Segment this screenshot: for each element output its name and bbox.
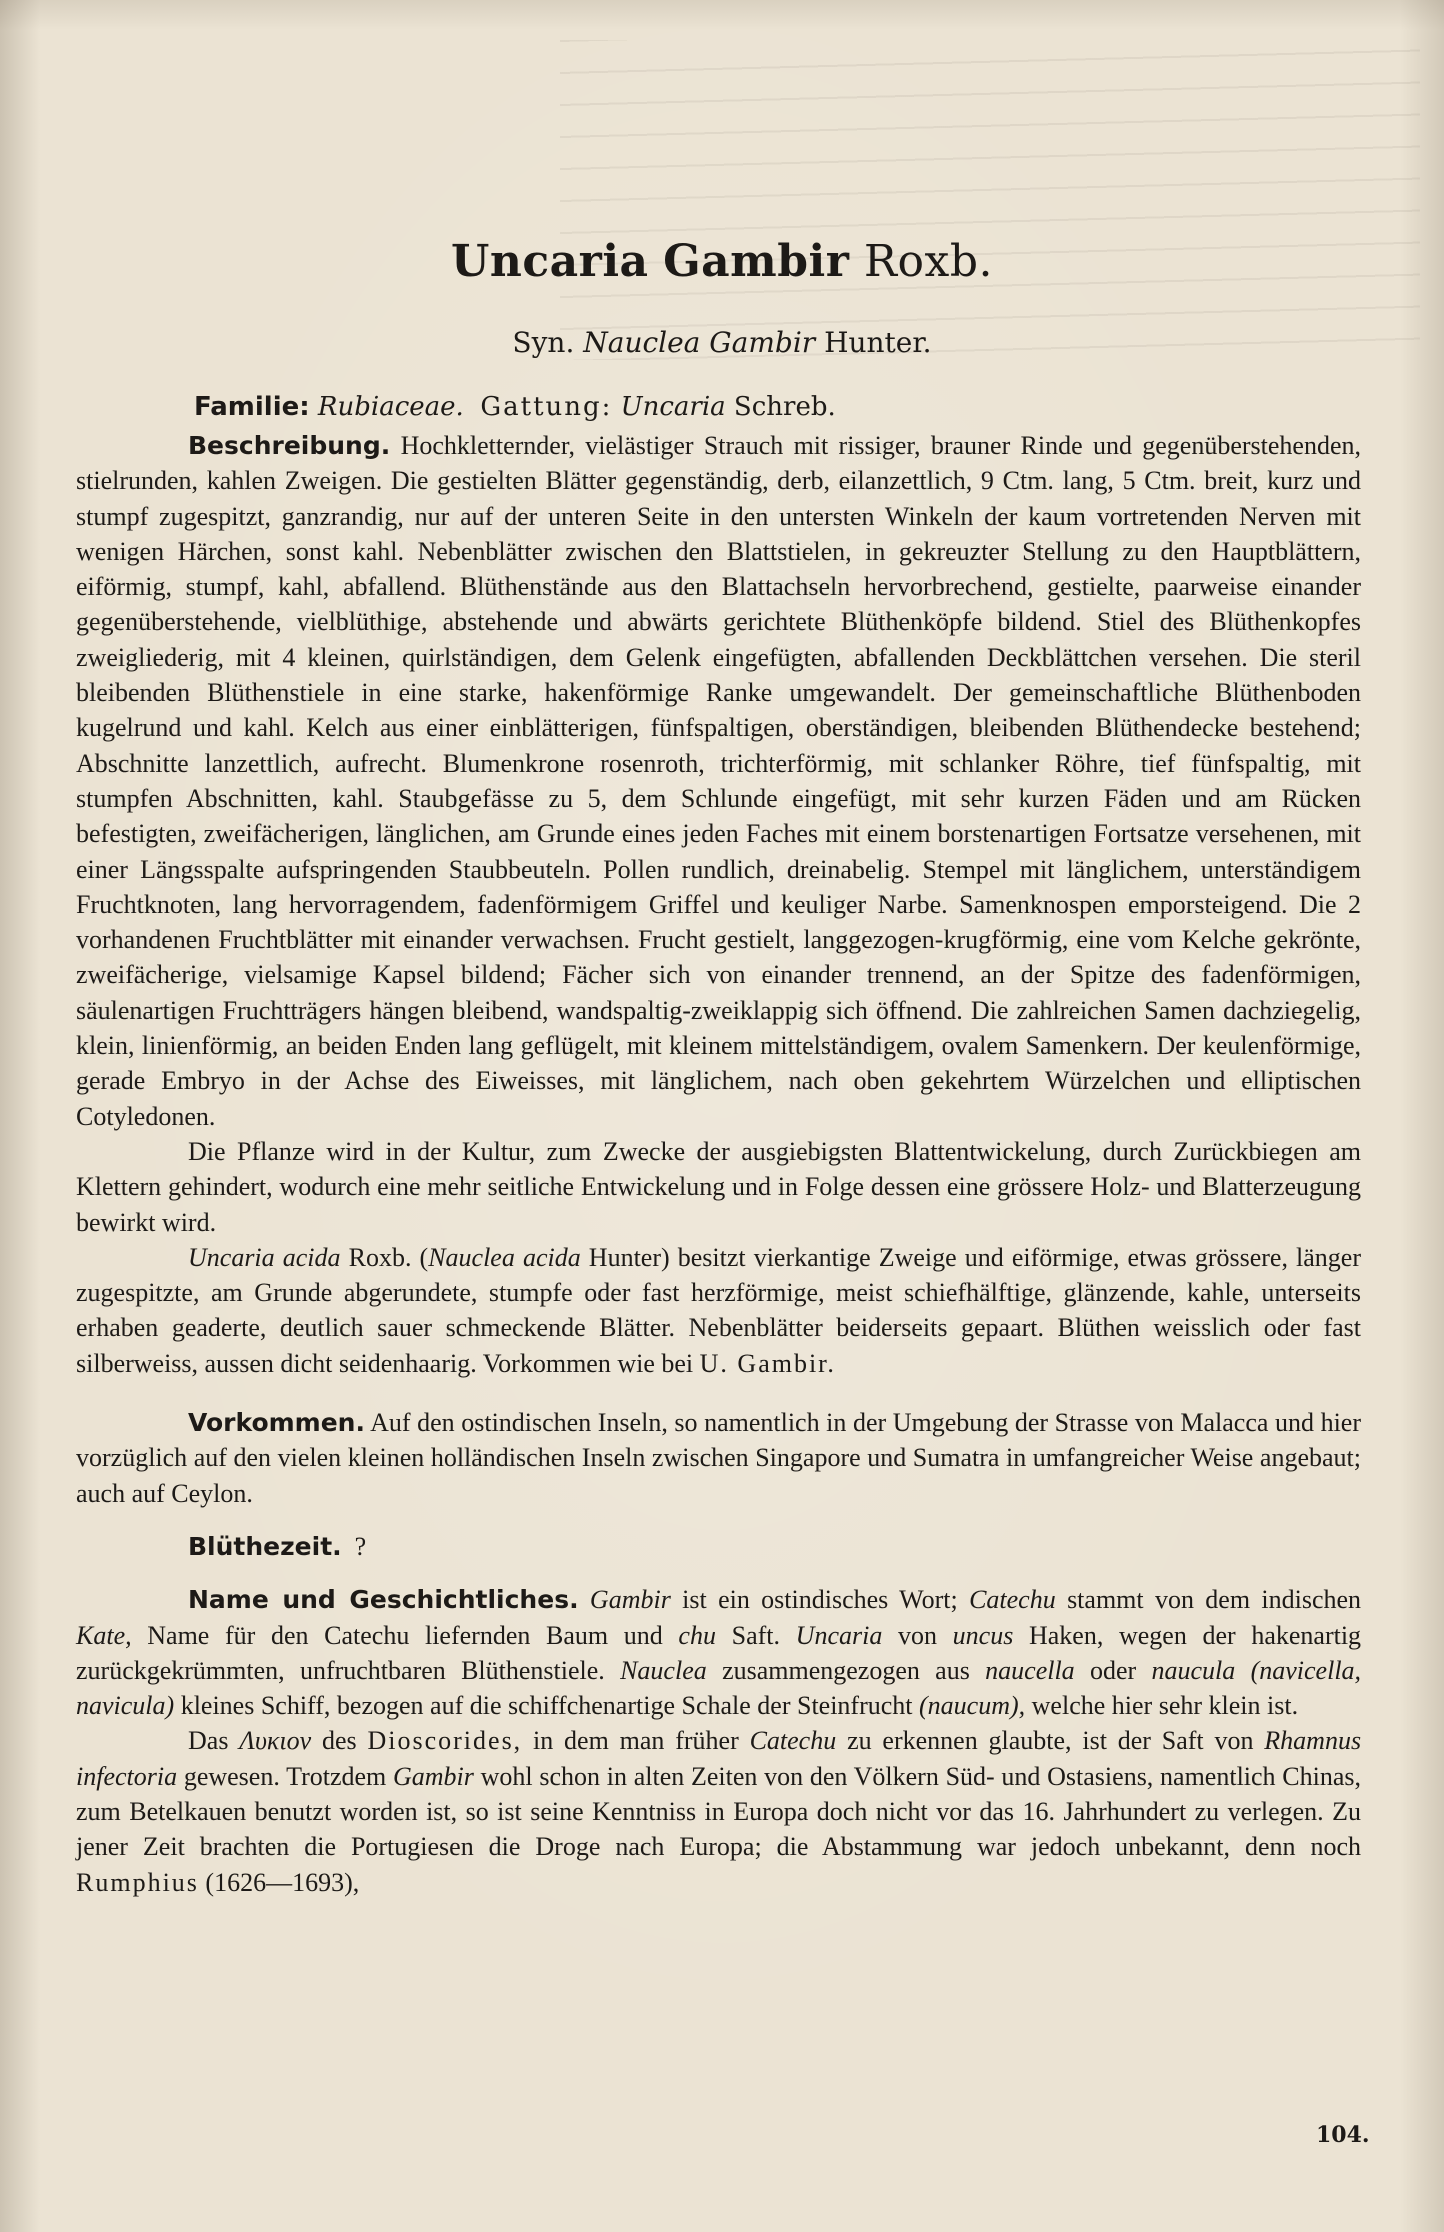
description-heading: Beschreibung. <box>188 431 391 460</box>
family-label: Familie: <box>194 392 310 422</box>
term-navicella: (navicella, navicula) <box>76 1655 1362 1721</box>
genus-label: Gattung: <box>480 392 613 422</box>
history-text: zusammengezogen aus <box>722 1655 970 1685</box>
term-gambir: Gambir <box>393 1761 474 1791</box>
history-text: Haken, wegen der hakenartig zurückgekrümmten, unfruchtbaren Blüthenstiele. <box>76 1620 1362 1685</box>
acida-paragraph <box>76 1240 1361 1381</box>
term-catechu: Catechu <box>749 1726 837 1756</box>
term-gambir: Gambir <box>589 1585 671 1615</box>
title-genus: Uncaria <box>451 236 649 287</box>
acida-tail: U. Gambir. <box>699 1348 836 1378</box>
history-text: welche hier sehr klein ist. <box>1031 1691 1299 1721</box>
syn-author: Hunter. <box>824 326 932 359</box>
bleed-through-texture <box>560 40 1420 360</box>
acida-text: Hunter) besitzt vierkantige Zweige und eiförmige, etwas grössere, länger zugespitzte, am Grunde abgerundete, stumpfe oder fast herzförmige, meist schiefhälftige, glänzende, kahle, unterseits erhaben geaderte, deutlich sauer schmeckende Blätter. Nebenblätter beiderseits gepaart. Blüthen weisslich oder fast silberweiss, aussen dicht seidenhaarig. Vorkommen wie bei <box>76 1242 1362 1378</box>
term-kate: Kate, <box>76 1620 132 1650</box>
history-text: gewesen. Trotzdem <box>183 1761 387 1791</box>
description-paragraph <box>76 428 1361 1134</box>
term-lykion: Λυκιον <box>239 1726 312 1756</box>
name-dioscorides: Dioscorides, <box>367 1726 523 1756</box>
history-text: von <box>898 1620 937 1650</box>
term-nauclea: Nauclea <box>620 1655 707 1685</box>
history-text: stammt von dem indischen <box>1067 1585 1362 1615</box>
term-naucella: naucella <box>985 1655 1075 1685</box>
history-text: wohl schon in alten Zeiten von den Völkern Süd- und Ostasiens, namentlich Chinas, zum Betelkauen benutzt worden ist, so ist seine Kenntniss in Europa doch nicht vor das 16. Jahrhundert zu verlegen. Zu jener Zeit brachten die Portugiesen die Droge nach Europa; die Abstammung war jedoch unbekannt, denn noch <box>76 1761 1362 1862</box>
term-uncaria: Uncaria <box>795 1620 883 1650</box>
term-naucum: (naucum), <box>919 1691 1026 1721</box>
syn-prefix: Syn. <box>512 326 575 359</box>
title-author: Roxb. <box>863 236 993 287</box>
history-heading: Name und Geschichtliches. <box>188 1585 579 1615</box>
history-text: (1626—1693), <box>205 1867 360 1897</box>
history-text: Name für den Catechu liefernden Baum und <box>147 1620 663 1650</box>
genus-author: Schreb. <box>733 392 836 422</box>
term-rhamnus: Rhamnus infectoria <box>76 1726 1362 1791</box>
page-number: 104. <box>1316 2122 1370 2148</box>
history-paragraph-2 <box>76 1723 1361 1899</box>
history-paragraph-1 <box>76 1582 1361 1723</box>
term-chu: chu <box>678 1620 716 1650</box>
name-rumphius: Rumphius <box>76 1867 199 1897</box>
acida-name: Uncaria acida <box>188 1242 341 1272</box>
history-text: ist ein ostindisches Wort; <box>682 1585 958 1615</box>
genus-value: Uncaria <box>620 392 726 422</box>
history-text: des <box>321 1726 357 1756</box>
page-title <box>0 236 1444 287</box>
history-text: Saft. <box>731 1620 781 1650</box>
flowering-heading: Blüthezeit. <box>188 1531 342 1561</box>
page-body <box>76 428 1361 1900</box>
occurrence-text: Auf den ostindischen Inseln, so namentlich in der Umgebung der Strasse von Malacca und hier vorzüglich auf den vielen kleinen holländischen Inseln zwischen Singapore und Sumatra in umfangreicher Weise angebaut; auch auf Ceylon. <box>76 1408 1361 1508</box>
term-naucula: naucula <box>1151 1655 1236 1685</box>
history-text: zu erkennen glaubte, ist der Saft von <box>847 1726 1254 1756</box>
title-species: Gambir <box>663 236 850 287</box>
history-text: in dem man früher <box>533 1726 739 1756</box>
description-text: Hochkletternder, vielästiger Strauch mit rissiger, brauner Rinde und gegenüberstehenden, stielrunden, kahlen Zweigen. Die gestielten Blätter gegenständig, derb, eilanzettlich, 9 Ctm. lang, 5 Ctm. breit, kurz und stumpf zugespitzt, ganzrandig, nur auf der unteren Seite in den untersten Winkeln der kaum vortretenden Nerven mit wenigen Härchen, sonst kahl. Nebenblätter zwischen den Blattstielen, in gekreuzter Stellung zu den Hauptblättern, eiförmig, stumpf, kahl, abfallend. Blüthenstände aus den Blattachseln hervorbrechend, gestielte, paarweise einander gegenüberstehende, vielblüthige, abstehende und abwärts gerichtete Blüthenköpfe bildend. Stiel des Blüthenkopfes zweigliederig, mit 4 kleinen, quirlständigen, dem Gelenk eingefügten, abfallenden Deckblättchen versehen. Die steril bleibenden Blüthenstiele in eine starke, hakenförmige Ranke umgewandelt. Der gemeinschaftliche Blüthenboden kugelrund und kahl. Kelch aus einer einblätterigen, fünfspaltigen, oberständigen, bleibenden Blüthendecke bestehend; Abschnitte lanzettlich, aufrecht. Blumenkrone rosenroth, trichterförmig, mit schlanker Röhre, tief fünfspaltig, mit stumpfen Abschnitten, kahl. Staubgefässe zu 5, dem Schlunde eingefügt, mit sehr kurzen Fäden und am Rücken befestigten, zweifächerigen, länglichen, am Grunde eines jeden Faches mit einem borstenartigen Fortsatze versehenen, mit einer Längsspalte aufspringenden Staubbeuteln. Pollen rundlich, dreinabelig. Stempel mit länglichem, unterständigem Fruchtknoten, lang hervorragendem, fadenförmigem Griffel und keuliger Narbe. Samenknospen emporsteigend. Die 2 vorhandenen Fruchtblätter mit einander verwachsen. Frucht gestielt, langgezogen-krugförmig, eine vom Kelche gekrönte, zweifächerige, vielsamige Kapsel bildend; Fächer sich von einander trennend, an der Spitze des fadenförmigen, säulenartigen Fruchtträgers hängen bleibend, wandspaltig-zweiklappig sich öffnend. Die zahlreichen Samen dachziegelig, klein, linienförmig, an beiden Enden lang geflügelt, mit kleinem mittelständigem, ovalem Samenkern. Der keulenförmige, gerade Embryo in der Achse des Eiweisses, mit länglichem, nach oben gekehrtem Würzelchen und elliptischen Cotyledonen. <box>76 431 1362 1131</box>
history-text: oder <box>1090 1655 1137 1685</box>
synonym-line <box>0 326 1444 359</box>
family-value: Rubiaceae. <box>317 392 464 422</box>
flowering-value: ? <box>354 1531 367 1561</box>
occurrence-heading: Vorkommen. <box>188 1408 365 1438</box>
history-text: Das <box>188 1726 229 1756</box>
syn-name: Nauclea Gambir <box>583 326 816 359</box>
flowering-paragraph <box>76 1529 1361 1564</box>
acida-syn: Nauclea acida <box>428 1242 581 1272</box>
occurrence-paragraph <box>76 1405 1361 1511</box>
family-line <box>194 392 836 422</box>
culture-paragraph: Die Pflanze wird in der Kultur, zum Zwecke der ausgiebigsten Blattentwickelung, durch Zurückbiegen am Klettern gehindert, wodurch eine mehr seitliche Entwickelung und in Folge dessen eine grössere Holz- und Blatterzeugung bewirkt wird. <box>76 1136 1361 1237</box>
acida-author: Roxb. ( <box>348 1242 429 1272</box>
term-catechu: Catechu <box>969 1585 1056 1615</box>
history-text: kleines Schiff, bezogen auf die schiffchenartige Schale der Steinfrucht <box>180 1691 913 1721</box>
term-uncus: uncus <box>952 1620 1014 1650</box>
